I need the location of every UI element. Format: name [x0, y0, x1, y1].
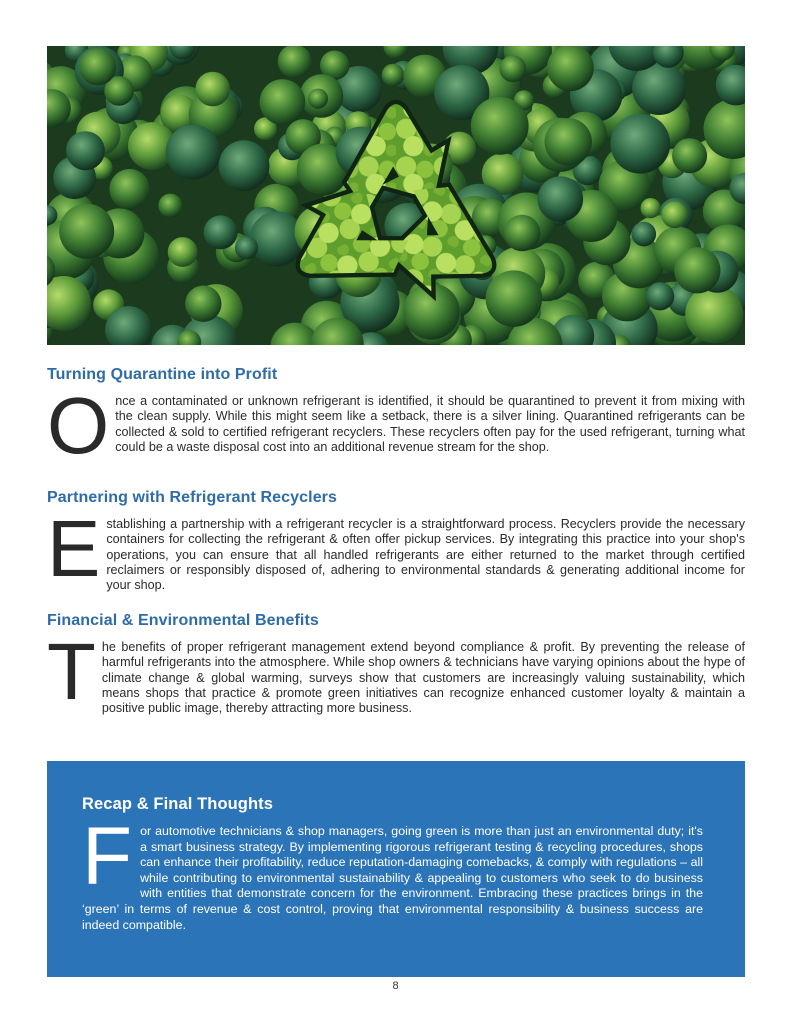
section-text: nce a contaminated or unknown refrigerant is identified, it should be quarantined to prevent it from mixing with the clean supply. While this might seem like a setback, there is a silver lining. Quarantined refrigerants can be collected & sold to certified refrigerant recyclers. These recyclers often pay for the used refrigerant, turning what could be a waste disposal cost into an additional revenue stream for the shop.	[115, 394, 745, 454]
hero-image	[47, 46, 745, 345]
section-body	[47, 504, 745, 593]
section-heading: Financial & Environmental Benefits	[47, 612, 319, 629]
recap-heading: Recap & Final Thoughts	[82, 795, 274, 813]
recap-text: or automotive technicians & shop managers, going green is more than just an environmental duty; it's a smart business strategy. By implementing rigorous refrigerant testing & recycling procedures, shops can enhance their profitability, reduce reputation-damaging comebacks, & comply with regulations – all while contributing to environmental sustainability & appealing to customers who seek to do business with entities that demonstrate concern for the environment. Embracing these practices brings in the ‘green’ in terms of revenue & cost control, proving that environmental responsibility & business success are indeed compatible.	[82, 824, 703, 932]
forest-recycling-illustration	[47, 46, 745, 345]
section-partnering-recyclers	[47, 489, 745, 593]
section-financial-benefits	[47, 612, 745, 716]
section-body	[47, 381, 745, 470]
section-turning-quarantine	[47, 366, 745, 470]
page-number: 8	[392, 980, 399, 992]
section-heading: Turning Quarantine into Profit	[47, 366, 278, 383]
recap-body	[82, 811, 703, 933]
section-text: stablishing a partnership with a refrigerant recycler is a straightforward process. Recyclers provide the necessary containers for collecting the refrigerant & often offer pickup services. By integrating this practice into your shop's operations, you can ensure that all handled refrigerants are either returned to the market through certified reclaimers or responsibly disposed of, adhering to environmental standards & generating additional income for your shop.	[106, 517, 745, 593]
section-heading: Partnering with Refrigerant Recyclers	[47, 489, 338, 506]
section-text: he benefits of proper refrigerant management extend beyond compliance & profit. By preventing the release of harmful refrigerants into the atmosphere. While shop owners & technicians have varying opinions about the hype of climate change & global warming, surveys show that customers are increasingly valuing sustainability, which means shops that practice & promote green initiatives can recognize enhanced customer loyalty & maintain a positive public image, thereby attracting more business.	[101, 640, 745, 716]
drop-cap: T	[47, 627, 96, 716]
drop-cap: O	[47, 381, 110, 470]
recap-box	[47, 761, 745, 977]
drop-cap: E	[47, 504, 101, 593]
drop-cap: F	[82, 811, 133, 902]
section-body	[47, 627, 745, 716]
